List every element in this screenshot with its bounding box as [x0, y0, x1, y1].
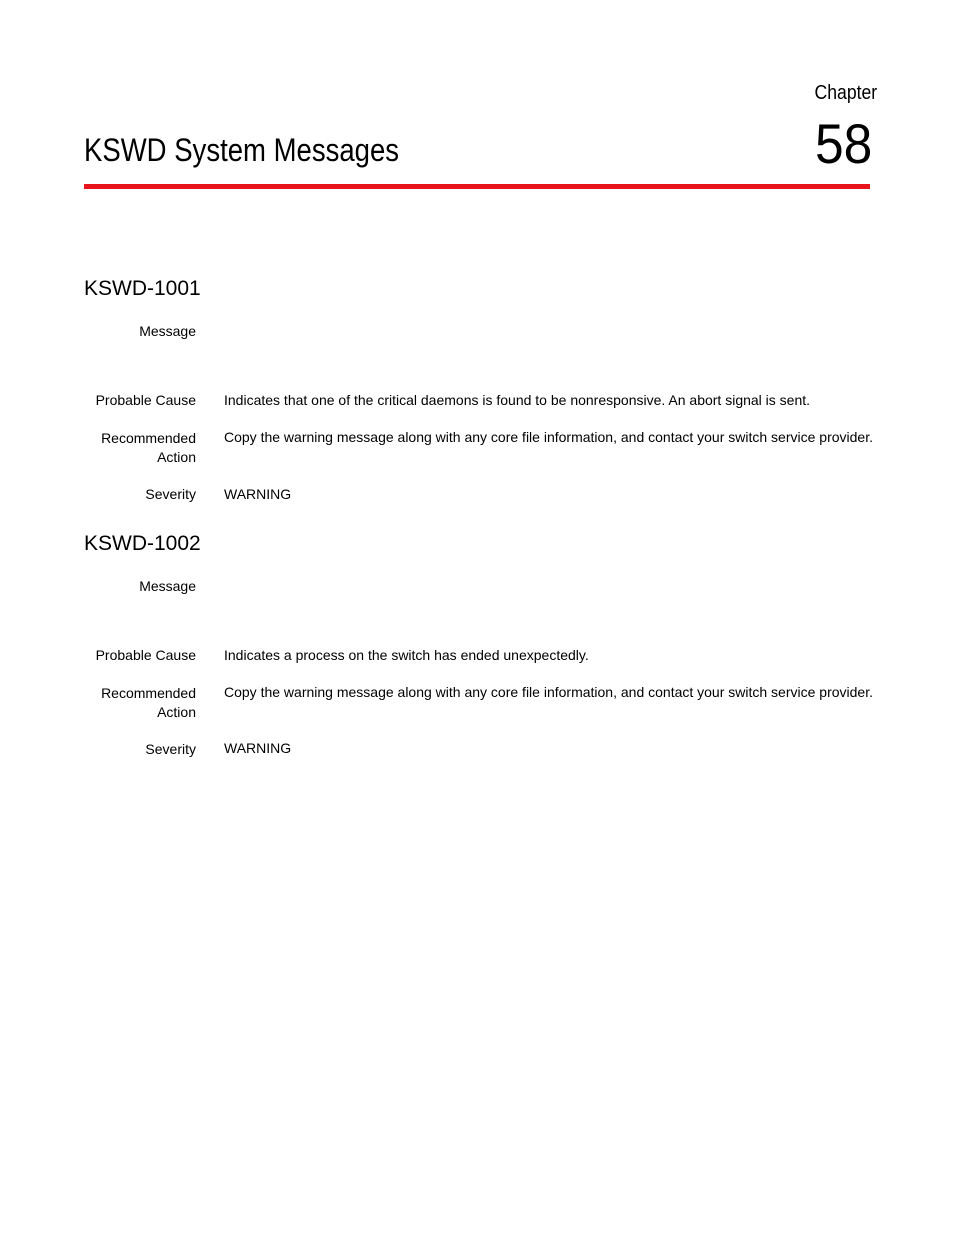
recommended-action-label-line-2: Action: [157, 449, 196, 465]
probable-cause-label: Probable Cause: [95, 392, 196, 408]
message-label: Message: [139, 578, 196, 594]
recommended-action-label-line-2: Action: [157, 704, 196, 720]
recommended-action-label: [56, 429, 196, 467]
section-heading-kswd-1001: KSWD-1001: [84, 277, 201, 300]
recommended-action-value: Copy the warning message along with any core file information, and contact your switch service provider.: [224, 684, 873, 700]
message-label: Message: [139, 323, 196, 339]
recommended-action-label-line-1: Recommended: [101, 685, 196, 701]
severity-value: WARNING: [224, 740, 292, 756]
probable-cause-value: Indicates a process on the switch has ended unexpectedly.: [224, 647, 589, 663]
probable-cause-value: Indicates that one of the critical daemons is found to be nonresponsive. An abort signal is sent.: [224, 392, 811, 408]
recommended-action-label: [56, 684, 196, 722]
chapter-label: Chapter: [814, 82, 877, 104]
section-heading-kswd-1002: KSWD-1002: [84, 532, 201, 555]
probable-cause-label: Probable Cause: [95, 647, 196, 663]
recommended-action-value: Copy the warning message along with any core file information, and contact your switch service provider.: [224, 429, 873, 445]
title-rule: [84, 184, 870, 189]
severity-value: WARNING: [224, 486, 292, 502]
recommended-action-label-line-1: Recommended: [101, 430, 196, 446]
chapter-title: KSWD System Messages: [84, 132, 400, 168]
severity-label: Severity: [145, 486, 196, 502]
chapter-number: 58: [814, 112, 872, 175]
severity-label: Severity: [145, 741, 196, 757]
